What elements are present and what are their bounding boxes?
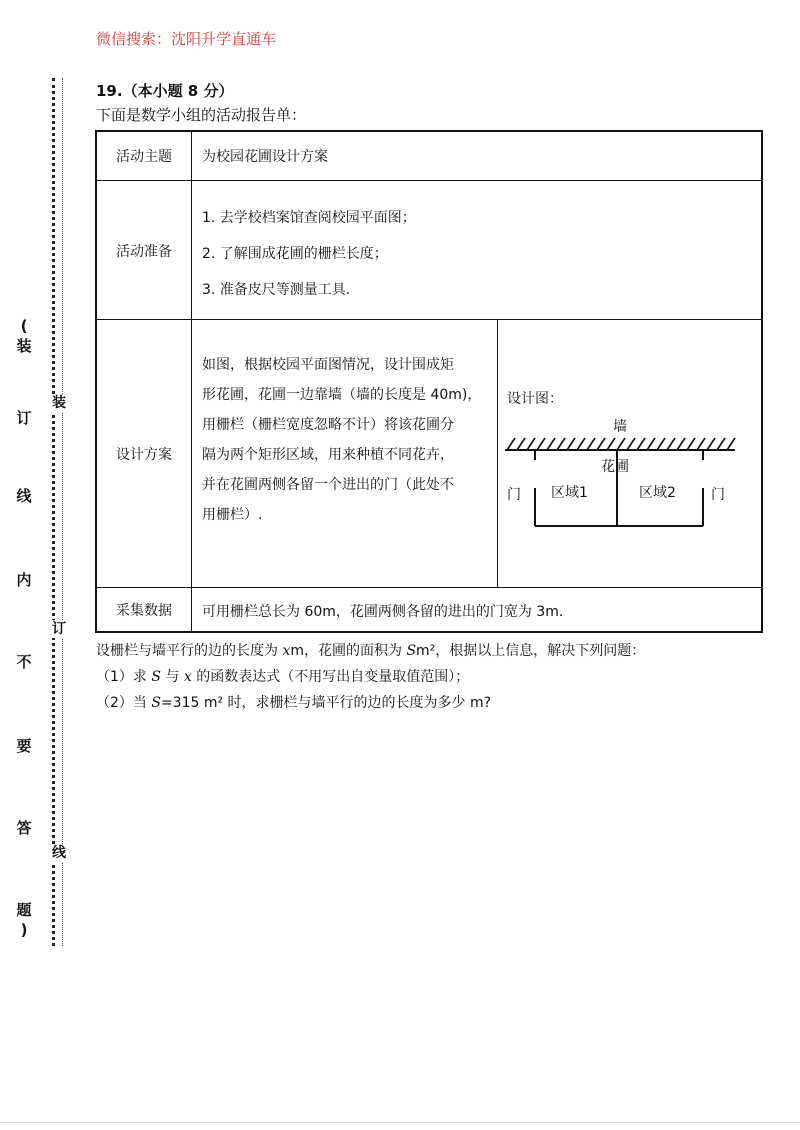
- theme-cell: [192, 132, 761, 180]
- garden-diagram-drawing: [499, 320, 761, 588]
- diagram-caption: 设计图：: [507, 391, 563, 407]
- design-plan-cell: [192, 320, 761, 588]
- theme-value: 为校园花圃设计方案: [202, 149, 328, 165]
- table-row-theme: [97, 132, 761, 180]
- table-row-collected-data: [97, 587, 761, 632]
- binding-char: 装: [16, 337, 32, 355]
- design-plan-text: [202, 350, 492, 530]
- right-door-label: 门: [711, 487, 725, 503]
- binding-char: (: [20, 317, 28, 335]
- binding-char: ): [20, 921, 28, 939]
- preparation-item: 1. 去学校档案馆查阅校园平面图；: [202, 210, 416, 226]
- variable-x: x: [183, 669, 192, 685]
- table-row-design-plan: [97, 319, 761, 588]
- design-plan-line: 如图，根据校园平面图情况，设计围成矩: [202, 357, 454, 373]
- preparation-item: 2. 了解围成花圃的栅栏长度；: [202, 246, 388, 262]
- variable-s: S: [406, 643, 417, 659]
- binding-dotted-line-inner: [62, 78, 63, 946]
- binding-char: 答: [16, 819, 32, 837]
- variable-s: S: [151, 695, 161, 711]
- region-1-label: 区域1: [551, 485, 588, 501]
- sub-question-2: [96, 692, 491, 712]
- design-plan-line: 用栅栏（栅栏宽度忽略不计）将该花圃分: [202, 417, 454, 433]
- theme-label: 活动主题: [97, 132, 192, 180]
- collected-data-value: 可用栅栏总长为 60m，花圃两侧各留的进出的门宽为 3m.: [202, 604, 564, 620]
- variable-s: S: [151, 669, 161, 685]
- preparation-cell: [192, 181, 761, 320]
- collected-data-label: 采集数据: [97, 588, 192, 632]
- wall-label: 墙: [613, 419, 627, 435]
- binding-char: 内: [16, 571, 32, 589]
- binding-char: 线: [16, 487, 32, 505]
- table-row-preparation: [97, 180, 761, 320]
- text-run: （2）当: [96, 695, 152, 711]
- preparation-label: 活动准备: [97, 181, 192, 320]
- binding-char: 要: [16, 737, 32, 755]
- text-run: =315 m² 时，求栅栏与墙平行的边的长度为多少 m?: [160, 695, 492, 711]
- binding-char: 不: [16, 653, 32, 671]
- question-intro: 下面是数学小组的活动报告单：: [96, 106, 307, 124]
- problem-stem: [96, 640, 645, 660]
- design-plan-line: 形花圃，花圃一边靠墙（墙的长度是 40m)，: [202, 387, 482, 403]
- question-title: 19.（本小题 8 分）: [96, 82, 234, 100]
- binding-char: 订: [16, 409, 32, 427]
- region-2-label: 区域2: [639, 485, 676, 501]
- design-plan-line: 隔为两个矩形区域，用来种植不同花卉，: [202, 447, 454, 463]
- page-bottom-edge: [0, 1122, 800, 1123]
- text-run: m，花圃的面积为: [290, 643, 407, 659]
- design-plan-line: 用栅栏）.: [202, 507, 263, 523]
- text-run: 与: [160, 669, 184, 685]
- design-plan-divider: [497, 320, 498, 588]
- text-run: m²，根据以上信息，解决下列问题：: [416, 643, 646, 659]
- binding-inner-char: 线: [52, 845, 66, 861]
- preparation-item: 3. 准备皮尺等测量工具.: [202, 282, 351, 298]
- binding-inner-char: 装: [52, 395, 66, 411]
- binding-dotted-line-outer: [52, 78, 55, 946]
- text-run: （1）求: [96, 669, 152, 685]
- text-run: 的函数表达式（不用写出自变量取值范围）；: [191, 669, 470, 685]
- design-plan-line: 并在花圃两侧各留一个进出的门（此处不: [202, 477, 454, 493]
- text-run: 设栅栏与墙平行的边的长度为: [96, 643, 283, 659]
- collected-data-cell: [192, 588, 761, 632]
- garden-label: 花圃: [601, 459, 629, 475]
- left-door-label: 门: [507, 487, 521, 503]
- activity-report-table: [95, 130, 763, 633]
- variable-x: x: [282, 643, 291, 659]
- wall-hatching: [507, 438, 735, 450]
- sub-question-1: [96, 666, 469, 686]
- design-plan-label: 设计方案: [97, 320, 192, 588]
- garden-design-diagram: [499, 320, 761, 588]
- binding-inner-char: 订: [52, 621, 66, 637]
- watermark-text: 微信搜索：沈阳升学直通车: [96, 30, 277, 48]
- binding-char: 题: [16, 901, 32, 919]
